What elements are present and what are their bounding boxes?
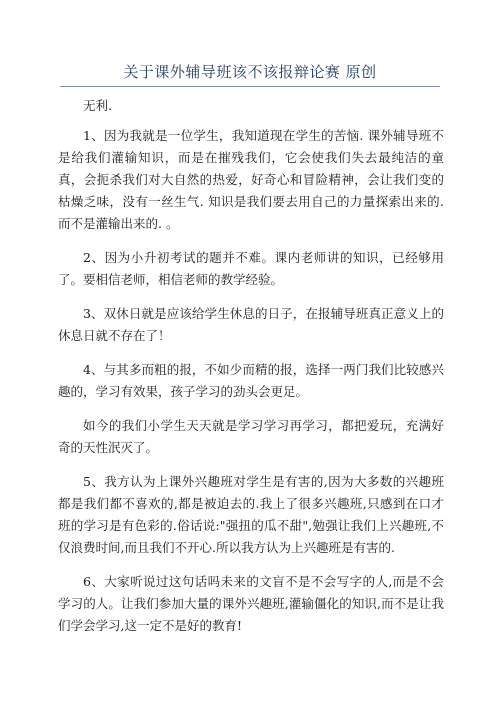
paragraph-point-2: 2、因为小升初考试的题并不难。课内老师讲的知识，已经够用了。要相信老师，相信老师的教学经验。: [58, 250, 444, 287]
document-title: 关于课外辅导班该不该报辩论赛 原创: [123, 63, 377, 81]
paragraph-point-3: 3、双休日就是应该给学生休息的日子，在报辅导班真正意义上的休息日就不存在了！: [58, 306, 444, 343]
paragraph-remark: 如今的我们小学生天天就是学习学习再学习，都把爱玩，充满好奇的天性泯灭了。: [58, 418, 444, 455]
title-divider: [60, 86, 440, 87]
document-body: [58, 95, 444, 649]
paragraph-intro: 无利.: [83, 98, 112, 113]
paragraph-point-1: 1、因为我就是一位学生，我知道现在学生的苦恼. 课外辅导班不是给我们灌输知识，而是在摧残我们，它会使我们失去最纯洁的童真，会扼杀我们对大自然的热爱，好奇心和冒险精神，会让我们变的枯燥乏味，没有一丝生气. 知识是我们要去用自己的力量探索出来的. 而不是灌输出来的. 。: [58, 128, 444, 231]
paragraph-point-5: 5、我方认为上课外兴趣班对学生是有害的,因为大多数的兴趣班都是我们都不喜欢的,都是被迫去的.我上了很多兴趣班,只感到在口才班的学习是有色彩的.俗话说:"强扭的瓜不甜",勉强让我们上兴趣班,不仅浪费时间,而且我们不开心.所以我方认为上兴趣班是有害的.: [58, 474, 444, 555]
paragraph-point-6: 6、大家听说过这句话吗未来的文盲不是不会写字的人,而是不会学习的人。让我们参加大量的课外兴趣班,灌输僵化的知识,而不是让我们学会学习,这一定不是好的教育!: [58, 574, 444, 633]
paragraph-point-4: 4、与其多而粗的报，不如少而精的报，选择一两门我们比较感兴趣的，学习有效果，孩子学习的劲头会更足。: [58, 362, 444, 399]
